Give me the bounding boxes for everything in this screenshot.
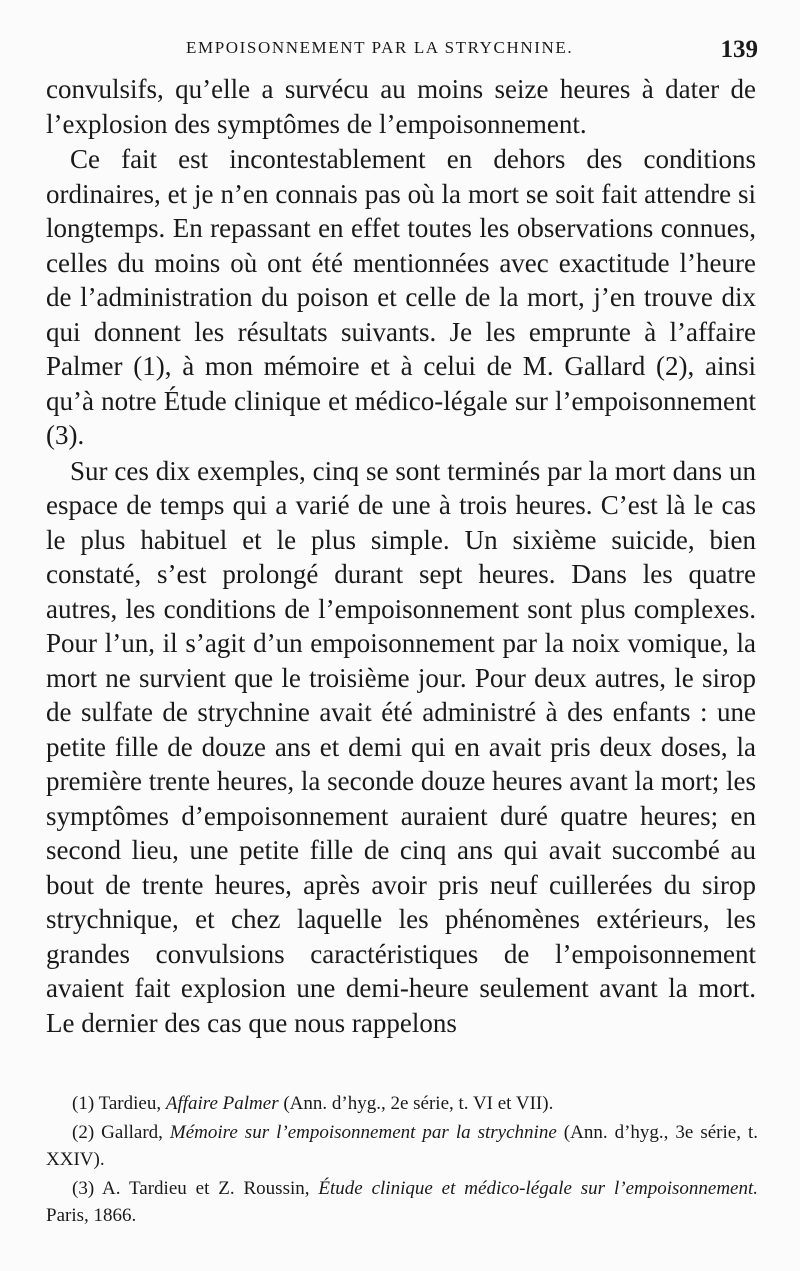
footnote-title: Mémoire sur l’empoisonnement par la strychnine [169,1122,557,1143]
page-number: 139 [720,36,758,63]
footnotes [46,1090,758,1231]
running-title: EMPOISONNEMENT PAR LA STRYCHNINE. [186,38,574,57]
body-text [46,72,756,1040]
footnote-number: (1) [72,1093,95,1114]
footnote-author: A. Tardieu et Z. Roussin, [102,1178,310,1199]
page-header [46,36,758,66]
footnote-number: (3) [72,1178,95,1199]
footnote-number: (2) [72,1122,95,1143]
footnote-title: Affaire Palmer [165,1093,279,1114]
footnote-reference: (Ann. d’hyg., 2e série, t. VI et VII). [283,1093,554,1114]
footnote-reference: (Ann. d’hyg., 3e série, t. XXIV). [46,1122,759,1170]
footnote-1 [46,1090,758,1117]
paragraph-1: convulsifs, qu’elle a survécu au moins seize heures à dater de l’explosion des symptômes de l’empoisonnement. [46,74,756,139]
paragraph-2: Ce fait est incontestablement en dehors des conditions ordinaires, et je n’en connais pas où la mort se soit fait attendre si longtemps. En repassant en effet toutes les observations connues, celles du moins où ont été mentionnées avec exactitude l’heure de l’administration du poison et celle de la mort, j’en trouve dix qui donnent les résultats suivants. Je les emprunte à l’affaire Palmer (1), à mon mémoire et à celui de M. Gallard (2), ainsi qu’à notre Étude clinique et médico-légale sur l’empoisonnement (3). [46,144,756,450]
footnote-2 [46,1119,758,1173]
paragraph-3: Sur ces dix exemples, cinq se sont terminés par la mort dans un espace de temps qui a varié de une à trois heures. C’est là le cas le plus habituel et le plus simple. Un sixième suicide, bien constaté, s’est prolongé durant sept heures. Dans les quatre autres, les conditions de l’empoisonnement sont plus complexes. Pour l’un, il s’agit d’un empoisonnement par la noix vomique, la mort ne survient que le troisième jour. Pour deux autres, le sirop de sulfate de strychnine avait été administré à des enfants : une petite fille de douze ans et demi qui en avait pris deux doses, la première trente heures, la seconde douze heures avant la mort; les symptômes d’empoisonnement auraient duré quatre heures; en second lieu, une petite fille de cinq ans qui avait succombé au bout de trente heures, après avoir pris neuf cuillerées du sirop strychnique, et chez laquelle les phénomènes extérieurs, les grandes convulsions caractéristiques de l’empoisonnement avaient fait explosion une demi-heure seulement avant la mort. Le dernier des cas que nous rappelons [46,455,756,1038]
footnote-author: Gallard, [101,1122,163,1143]
footnote-author: Tardieu, [98,1093,162,1114]
footnote-reference: Paris, 1866. [46,1205,137,1226]
footnote-title: Étude clinique et médico-légale sur l’empoisonnement. [318,1178,759,1199]
footnote-3 [46,1175,758,1229]
